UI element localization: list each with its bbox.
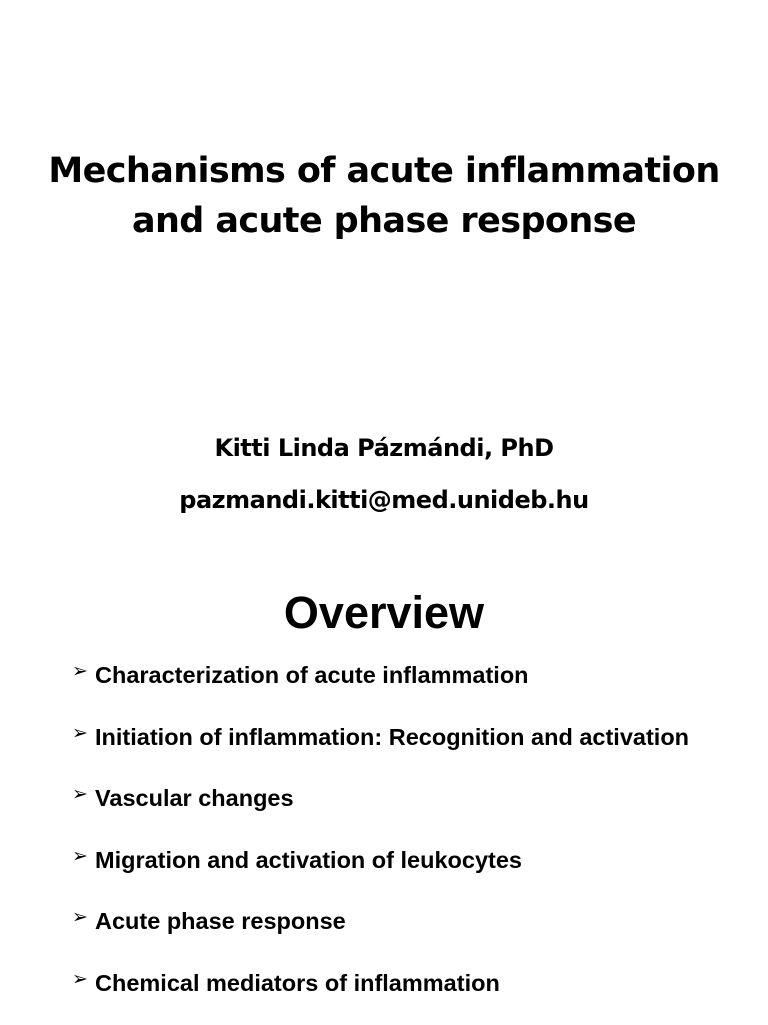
- slide-title-line-1: Mechanisms of acute inflammation: [0, 146, 768, 196]
- overview-item-label: Initiation of inflammation: Recognition and activation: [95, 718, 689, 756]
- overview-item-vascular-changes: [72, 779, 689, 841]
- author-name: Kitti Linda Pázmándi, PhD: [0, 434, 768, 462]
- overview-item-characterization: [72, 656, 689, 718]
- overview-item-label: Characterization of acute inflammation: [95, 656, 529, 694]
- overview-item-label: Chemical mediators of inflammation: [95, 964, 500, 1002]
- author-email: pazmandi.kitti@med.unideb.hu: [0, 486, 768, 514]
- overview-list: [72, 656, 689, 1025]
- arrowhead-bullet-icon: ➢: [72, 779, 95, 809]
- overview-item-label: Migration and activation of leukocytes: [95, 841, 522, 879]
- overview-item-label: Acute phase response: [95, 902, 346, 940]
- slide-title: [0, 146, 768, 246]
- overview-item-acute-phase: [72, 902, 689, 964]
- arrowhead-bullet-icon: ➢: [72, 656, 95, 686]
- overview-heading: Overview: [0, 586, 768, 640]
- arrowhead-bullet-icon: ➢: [72, 718, 95, 748]
- overview-item-migration: [72, 841, 689, 903]
- arrowhead-bullet-icon: ➢: [72, 841, 95, 871]
- arrowhead-bullet-icon: ➢: [72, 964, 95, 994]
- overview-item-mediators: [72, 964, 689, 1025]
- overview-item-label: Vascular changes: [95, 779, 294, 817]
- slide-title-line-2: and acute phase response: [0, 196, 768, 246]
- arrowhead-bullet-icon: ➢: [72, 902, 95, 932]
- overview-item-initiation: [72, 718, 689, 780]
